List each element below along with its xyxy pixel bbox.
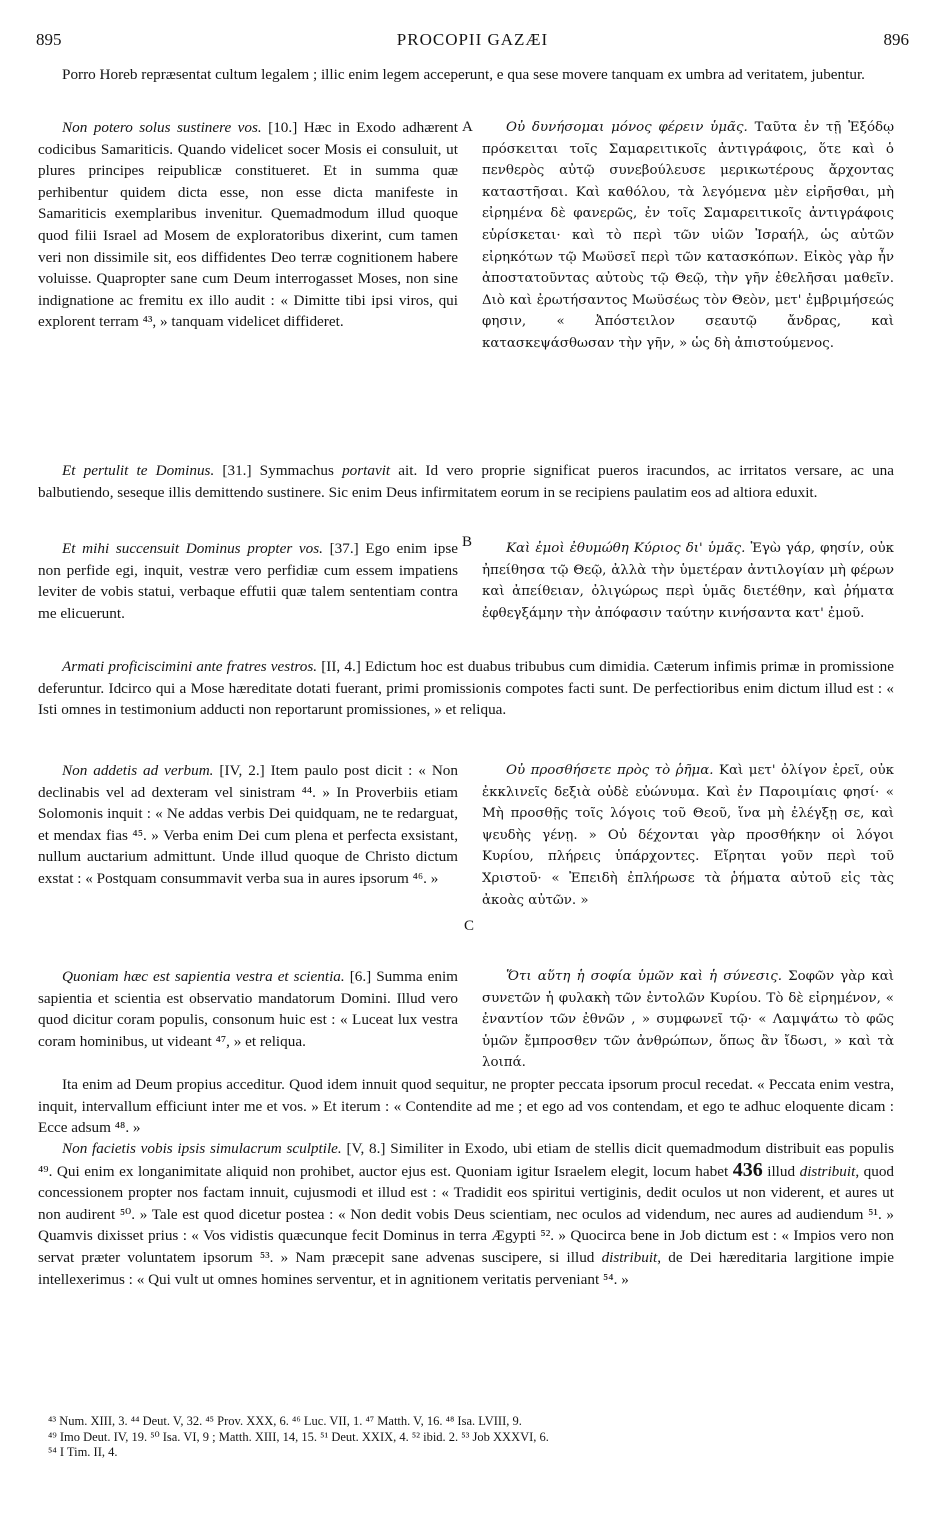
latin-text: [6.] Summa enim sapientia et scientia est observatio mandatorum Domini. Illud vero quod dicitur coram populis, consonum huic est : « Luceat lux vestra coram hominibus, ut videant ⁴⁷, » et reliqua.	[38, 968, 458, 1050]
latin-text: illud	[762, 1162, 800, 1180]
latin-paragraph-2	[38, 460, 894, 503]
greek-text: Ταῦτα ἐν τῇ Ἐξόδῳ πρόσκειται τοῖς Σαμαρειτικοῖς ἀντιγράφοις, ὅτε καὶ ὁ πενθερὸς αὐτῷ συνεβούλευσε μερικωτέρους ἄρχοντας καταστῆσαι. Καὶ καθόλου, τὰ λεγόμενα μὲν εἰρῆσθαι, μὴ εἰρημένα δὲ φανερῶς, ἐν τοῖς Σαμαρειτικοῖς ἀντιγράφοις εὑρίσκεται· καὶ τὸ περὶ τῶν υἱῶν Ἰσραήλ, ὡς αὐτῶν εἰρηκότων τῷ Μωϋσεῖ περὶ τῶν κατασκόπων. Εἰκὸς γὰρ ἦν ἀποστατοῦντας αὐτοὺς τῷ Θεῷ, τὴν γῆν ἐθελῆσαι μαθεῖν. Διὸ καὶ ἐρωτήσαντος Μωϋσέως τὸν Θεὸν, μετ' ἐμβριμήσεώς φησιν, « Ἀπόστειλον σεαυτῷ ἄνδρας, καὶ κατασκεψάσθωσαν τὴν γῆν, » ὡς δὴ ἀπιστούμενος.	[482, 120, 894, 351]
margin-marker-c: C	[464, 918, 475, 934]
greek-text: Σοφῶν γὰρ καὶ συνετῶν ἡ φυλακὴ τῶν ἐντολῶν Κυρίου. Τὸ δὲ εἰρημένον, « ἐναντίον τῶν ἐθνῶν , » συμφωνεῖ τῷ· « Λαμψάτω τὸ φῶς ὑμῶν ἔμπροσθεν τῶν ἀνθρώπων, ὅπως ἂν ἴδωσι, » καὶ τὰ λοιπά.	[482, 969, 894, 1071]
intro-paragraph: Porro Horeb repræsentat cultum legalem ; illic enim legem acceperunt, e qua sese movere tanquam ex umbra ad veritatem, jubentur.	[62, 66, 865, 83]
latin-text: [37.] Ego enim ipse non perfide egi, inquit, vestræ vero perfidiæ cum essem impatiens leviter de vobis statui, verbaque effutii quæ talem sententiam contra me elicuerunt.	[38, 540, 458, 622]
greek-lemma: Ὅτι αὕτη ἡ σοφία ὑμῶν καὶ ἡ σύνεσις.	[506, 969, 782, 984]
column-number: 436	[732, 1158, 763, 1181]
latin-paragraph-3	[38, 538, 458, 624]
latin-paragraph-6	[38, 966, 458, 1052]
running-header	[36, 30, 909, 56]
lemma: Et pertulit te Dominus.	[62, 462, 215, 479]
latin-text: [II, 4.] Edictum hoc est duabus tribubus cum dimidia. Cæterum infimis primæ in promissione deferuntur. Idcirco qui a Mose hæreditate dotati fuerant, primi promissionis compotes facti sunt. De perfectioribus enim dictum illud est : « Isti omnes in testimonium adducti non reportarunt promissiones, » et reliqua.	[38, 658, 894, 719]
latin-text: [V, 8.] Similiter in Exodo, ubi etiam de stellis dicit quemadmodum distribuit eas populis ⁴⁹. Qui enim ex longanimitate aliquid non prohibet, auctor ejus est. Quoniam igitur Israelem elegit, locum habet	[38, 1140, 894, 1180]
footnotes	[48, 1414, 894, 1461]
greek-text: Ἐγὼ γάρ, φησίν, οὐκ ἠπείθησα τῷ Θεῷ, ἀλλὰ τὴν ὑμετέραν ἀντιλογίαν μὴ φέρων καὶ ἀπείθειαν, ὀλιγώρως περὶ ὑμᾶς διετέθην, καὶ ῥήματα ἐφθεγξάμην τὴν ἀπόφασιν ταύτην κινήσαντα κατ' ἐμοῦ.	[482, 541, 894, 621]
greek-lemma: Οὐ προσθήσετε πρὸς τὸ ῥῆμα.	[506, 763, 714, 778]
greek-lemma: Οὐ δυνήσομαι μόνος φέρειν ὑμᾶς.	[506, 120, 748, 135]
latin-text: [31.] Symmachus	[214, 462, 343, 479]
page-number-left: 895	[36, 30, 62, 49]
latin-paragraph-7: Ita enim ad Deum propius acceditur. Quod idem innuit quod sequitur, ne propter peccata ipsorum procul recedat. « Peccata enim vestra, inquit, intervallum efficiunt inter me et vos. » Et iterum : « Contendite ad me ; et ego ad vos contendam, et ego te adhuc eloquente dicam : Ecce adsum ⁴⁸. »	[38, 1076, 894, 1137]
greek-lemma: Καὶ ἐμοὶ ἐθυμώθη Κύριος δι' ὑμᾶς.	[506, 541, 746, 556]
footnote-line: ⁴⁹ Imo Deut. IV, 19. ⁵⁰ Isa. VI, 9 ; Matth. XIII, 14, 15. ⁵¹ Deut. XXIX, 4. ⁵² ibid. 2. ⁵³ Job XXXVI, 6.	[48, 1429, 549, 1444]
lemma-word: portavit	[342, 462, 391, 479]
greek-paragraph-5	[482, 760, 894, 911]
latin-paragraph-1	[38, 117, 458, 333]
latin-text: ait. Id vero proprie significat pueros iracundos, ac irritatos versare, ac una balbutiendo, seseque illis demittendo sustinere. Sic enim Deus infirmitatem eorum in se recipiens paulatim eos ad altiora eduxit.	[38, 462, 894, 501]
lemma: Et mihi succensuit Dominus propter vos.	[62, 540, 323, 557]
lemma: Non potero solus sustinere vos.	[62, 119, 262, 136]
margin-marker-b: B	[462, 534, 473, 550]
footnote-line: ⁵⁴ I Tim. II, 4.	[48, 1445, 118, 1459]
margin-marker-a: A	[462, 119, 473, 135]
latin-text: , quod concessionem propter nos factam innuit, cujusmodi et illud est : « Tradidit eos spiritui vertiginis, dedit oculos ut non viderent, et aures ut non audirent ⁵⁰. » Tale est quod dicetur postea : « Non dedit vobis Deus scientiam, nec oculos ad videndum, nec aures ad audiendum ⁵¹. » Quamvis dixisset prius : « Vos vidistis quæcunque fecit Dominus in terra Ægypti ⁵². » Quocirca bene in Job dictum est : « Impios vero non servat præter voluntatem ipsorum ⁵³. » Nam præcepit sane advenas suscipere, si illud	[38, 1162, 895, 1266]
emphasis-word: distribuit	[799, 1162, 856, 1180]
latin-text: , de Dei hæreditaria largitione impie intellexerimus : « Qui vult ut omnes homines serventur, et in agnitionem veritatis perveniant ⁵⁴. »	[38, 1248, 894, 1288]
emphasis-word: distribuit	[601, 1248, 658, 1266]
running-title: PROCOPII GAZÆI	[396, 30, 549, 49]
lemma: Quoniam hæc est sapientia vestra et scientia.	[62, 968, 345, 985]
latin-paragraph-5	[38, 760, 458, 890]
page-number-right: 896	[883, 30, 909, 49]
latin-paragraph-4	[38, 656, 894, 721]
latin-text: [10.] Hæc in Exodo adhærent codicibus Samariticis. Quando videlicet socer Mosis ei consuluit, ut plures principes reipublicæ constitueret. Et in summa quæ perhibentur quidem dicta esse, non esse dicta manifeste in Samariticis exemplaribus invenitur. Quemadmodum illud quoque quod filii Israel ad Mosem de exploratoribus dixerint, cum tamen veri non dissimile sit, eos diffidentes Deo terræ cognitionem habere voluisse. Quapropter sane cum Deum interrogasset Moses, non sine indignatione ac fremitu ex illo audit : « Dimitte tibi ipsi viros, qui explorent terram ⁴³, » tanquam videlicet diffideret.	[38, 119, 458, 331]
footnote-line: ⁴³ Num. XIII, 3. ⁴⁴ Deut. V, 32. ⁴⁵ Prov. XXX, 6. ⁴⁶ Luc. VII, 1. ⁴⁷ Matth. V, 16. ⁴⁸ Isa. LVIII, 9.	[48, 1414, 522, 1428]
greek-paragraph-6	[482, 966, 894, 1074]
greek-paragraph-1	[482, 117, 894, 355]
lemma: Armati proficiscimini ante fratres vestros.	[62, 658, 318, 675]
latin-paragraph-8	[38, 1138, 894, 1290]
greek-text: Καὶ μετ' ὀλίγον ἐρεῖ, οὐκ ἐκκλινεῖς δεξιὰ οὐδὲ εὐώνυμα. Καὶ ἐν Παροιμίαις φησί· « Μὴ προσθῇς τοῖς λόγοις τοῦ Θεοῦ, ἵνα μὴ ἐλέγξῃ σε, καὶ ψευδὴς γένῃ. » Οὐ δέχονται γὰρ προσθήκην οἱ λόγοι Κυρίου, πλήρεις ὑπάρχοντες. Εἴρηται γοῦν περὶ τοῦ Χριστοῦ· « Ἐπειδὴ ἐπλήρωσε τὰ ῥήματα αὐτοῦ εἰς τὰς ἀκοὰς αὐτῶν. »	[482, 763, 895, 908]
latin-text: [IV, 2.] Item paulo post dicit : « Non declinabis vel ad dexteram vel sinistram ⁴⁴. » In Proverbiis etiam Solomonis inquit : « Ne addas verbis Dei quidquam, ne te redarguat, et mendax fias ⁴⁵. » Verba enim Dei cum plena et perfecta exsistant, nullum auctarium admittunt. Unde illud quoque de Christo dictum exstat : « Postquam consummavit verba sua in aures ipsorum ⁴⁶. »	[38, 762, 458, 887]
lemma: Non facietis vobis ipsis simulacrum sculptile.	[62, 1140, 342, 1157]
greek-paragraph-3	[482, 538, 894, 624]
lemma: Non addetis ad verbum.	[62, 762, 214, 779]
